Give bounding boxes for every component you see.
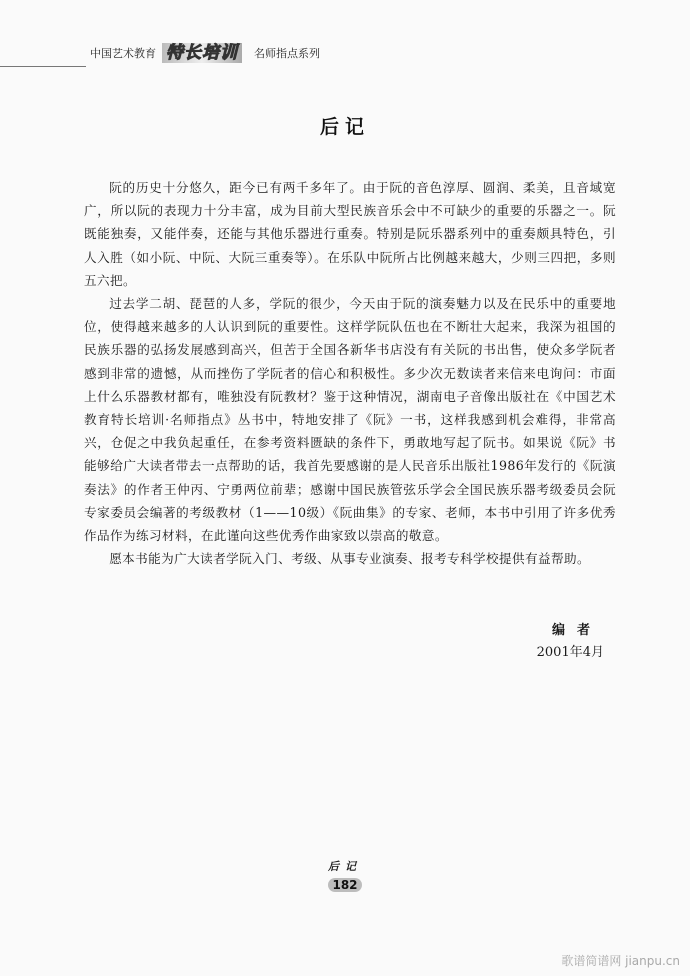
footer bbox=[0, 858, 690, 893]
series-subtitle: 名师指点系列 bbox=[254, 47, 320, 60]
running-header bbox=[90, 40, 320, 66]
date: 2001年4月 bbox=[536, 645, 604, 660]
signature-block bbox=[537, 620, 604, 664]
author-label: 编者 bbox=[551, 623, 602, 638]
page-title: 后记 bbox=[319, 116, 370, 138]
paragraph: 阮的历史十分悠久，距今已有两千多年了。由于阮的音色淳厚、圆润、柔美，且音域宽广，所以阮的表现力十分丰富，成为目前大型民族音乐会中不可缺少的重要的乐器之一。阮既能独奏，又能伴奏，还能与其他乐器进行重奏。特别是阮乐器系列中的重奏颇具特色，引人入胜（如小阮、中阮、大阮三重奏等）。在乐队中阮所占比例越来越大，少则三四把，多则五六把。 bbox=[84, 180, 616, 288]
series-logo: 特长培训 bbox=[162, 43, 242, 63]
body-text bbox=[84, 176, 616, 570]
watermark: 歌谱简谱网 jianpu.cn bbox=[561, 954, 680, 968]
page-number: 182 bbox=[328, 878, 361, 892]
paragraph: 过去学二胡、琵琶的人多，学阮的很少，今天由于阮的演奏魅力以及在民乐中的重要地位，使得越来越多的人认识到阮的重要性。这样学阮队伍也在不断壮大起来，我深为祖国的民族乐器的弘扬发展感到高兴，但苦于全国各新华书店没有有关阮的书出售，使众多学阮者感到非常的遗憾，从而挫伤了学阮者的信心和积极性。多少次无数读者来信来电询问：市面上什么乐器教材都有，唯独没有阮教材？鉴于这种情况，湖南电子音像出版社在《中国艺术教育特长培训·名师指点》丛书中，特地安排了《阮》一书，这样我感到机会难得，非常高兴，仓促之中我负起重任，在参考资料匮缺的条件下，勇敢地写起了阮书。如果说《阮》书能够给广大读者带去一点帮助的话，我首先要感谢的是人民音乐出版社1986年发行的《阮演奏法》的作者王仲丙、宁勇两位前辈；感谢中国民族管弦乐学会全国民族乐器考级委员会阮专家委员会编著的考级教材（1——10级）《阮曲集》的专家、老师，本书中引用了许多优秀作品作为练习材料，在此谨向这些优秀作曲家致以崇高的敬意。 bbox=[84, 296, 616, 544]
series-name: 中国艺术教育 bbox=[90, 47, 156, 60]
footer-title: 后记 bbox=[328, 860, 362, 873]
header-rule bbox=[0, 66, 86, 67]
paragraph: 愿本书能为广大读者学阮入门、考级、从事专业演奏、报考专科学校提供有益帮助。 bbox=[109, 551, 590, 567]
